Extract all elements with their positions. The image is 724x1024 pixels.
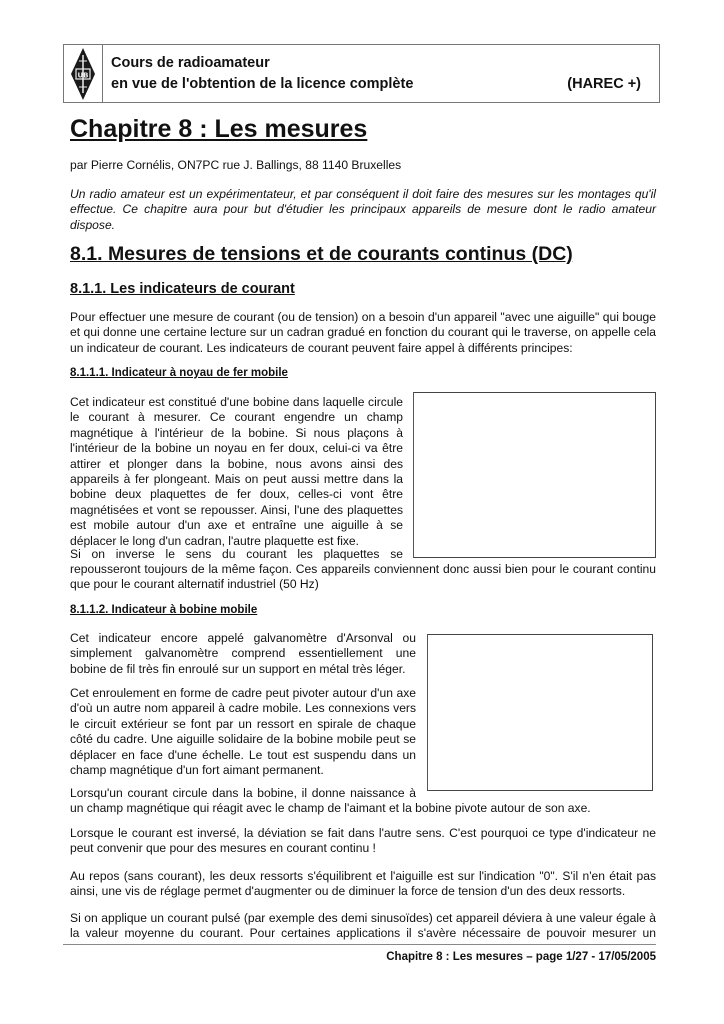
paragraph-bobine-mobile-6: Si on applique un courant pulsé (par exemple des demi sinusoïdes) cet appareil déviera à une valeur égale à la valeur moyenne du courant. Pour certaines applications il s'avère nécessaire de pouvoir mesurer un [70, 911, 656, 941]
paragraph-fer-mobile-1: Cet indicateur est constitué d'une bobine dans laquelle circule le courant à mesurer. Ce courant engendre un champ magnétique à l'intérieur de la bobine. Si nous plaçons à l'intérieur de la bobine un noyau en fer doux, celui-ci va être attirer et plonger dans la bobine, nous avons ainsi des appareils à fer plongeant. Mais on peut aussi mettre dans la bobine deux plaquettes de fer doux, celles-ci vont être magnétisées et vont se repousser. Ainsi, l'une des plaquettes est mobile autour d'un axe et entraîne une aiguille à se déplacer le long d'un cadran, l'autre plaquette est fixe. [70, 395, 403, 548]
paragraph-fer-mobile-2a: Si on inverse le sens du courant les plaquettes se [70, 547, 403, 561]
paragraph-bobine-mobile-3a: Lorsqu'un courant circule dans la bobine, il donne naissance à [70, 786, 416, 800]
uba-diamond-logo-icon [70, 47, 96, 101]
paragraph-bobine-mobile-5: Au repos (sans courant), les deux ressorts s'équilibrent et l'aiguille est sur l'indication "0". S'il n'en était pas ainsi, une vis de réglage permet d'augmenter ou de diminuer la force de tension d'un des deux ressorts. [70, 869, 656, 899]
section-heading-8-1: 8.1. Mesures de tensions et de courants continus (DC) [70, 243, 573, 265]
course-title: Cours de radioamateur [111, 55, 270, 71]
chapter-title: Chapitre 8 : Les mesures [70, 115, 368, 143]
section-heading-8-1-1-2: 8.1.1.2. Indicateur à bobine mobile [70, 604, 258, 616]
footer-divider [63, 944, 656, 945]
paragraph-bobine-mobile-1: Cet indicateur encore appelé galvanomètre d'Arsonval ou simplement galvanomètre comprend essentiellement une bobine de fil très fin enroulé sur un support en métal très léger. [70, 631, 416, 676]
figure-placeholder-fer-mobile [413, 392, 656, 558]
paragraph-bobine-mobile-2: Cet enroulement en forme de cadre peut pivoter autour d'un axe d'où un autre nom appareil à cadre mobile. Les connexions vers le circuit extérieur se font par un ressort en spirale de chaque côté du cadre. Une aiguille solidaire de la bobine mobile peut se déplacer en face d'une échelle. Le tout est suspendu dans un champ magnétique d'un fort aimant permanent. [70, 686, 416, 778]
page-header [63, 44, 660, 103]
page-footer: Chapitre 8 : Les mesures – page 1/27 - 17/05/2005 [386, 951, 656, 963]
course-subtitle: en vue de l'obtention de la licence complète [111, 76, 414, 92]
section-heading-8-1-1: 8.1.1. Les indicateurs de courant [70, 281, 295, 297]
paragraph-bobine-mobile-4: Lorsque le courant est inversé, la déviation se fait dans l'autre sens. C'est pourquoi ce type d'indicateur ne peut convenir que pour des mesures en courant continu ! [70, 826, 656, 856]
logo-cell [64, 45, 103, 102]
paragraph-fer-mobile-2b: repousseront toujours de la même façon. Ces appareils conviennent donc aussi bien pour le courant continu que pour le courant alternatif industriel (50 Hz) [70, 562, 656, 592]
svg-text:UB: UB [77, 71, 89, 79]
figure-placeholder-bobine-mobile [427, 634, 653, 791]
chapter-intro: Un radio amateur est un expérimentateur, et par conséquent il doit faire des mesures sur les montages qu'il effectue. Ce chapitre aura pour but d'étudier les principaux appareils de mesure dont le radio amateur dispose. [70, 187, 656, 232]
paragraph-bobine-mobile-3b: un champ magnétique qui réagit avec le champ de l'aimant et la bobine pivote autour de son axe. [70, 801, 591, 815]
course-tag: (HAREC +) [567, 76, 641, 92]
section-heading-8-1-1-1: 8.1.1.1. Indicateur à noyau de fer mobile [70, 367, 288, 379]
paragraph-indicateurs: Pour effectuer une mesure de courant (ou de tension) on a besoin d'un appareil "avec une aiguille" qui bouge et qui donne une certaine lecture sur un cadran gradué en fonction du courant qui le traverse, on appelle cela un indicateur de courant. Les indicateurs de courant peuvent faire appel à différents principes: [70, 310, 656, 355]
author-line: par Pierre Cornélis, ON7PC rue J. Ballings, 88 1140 Bruxelles [70, 158, 402, 172]
